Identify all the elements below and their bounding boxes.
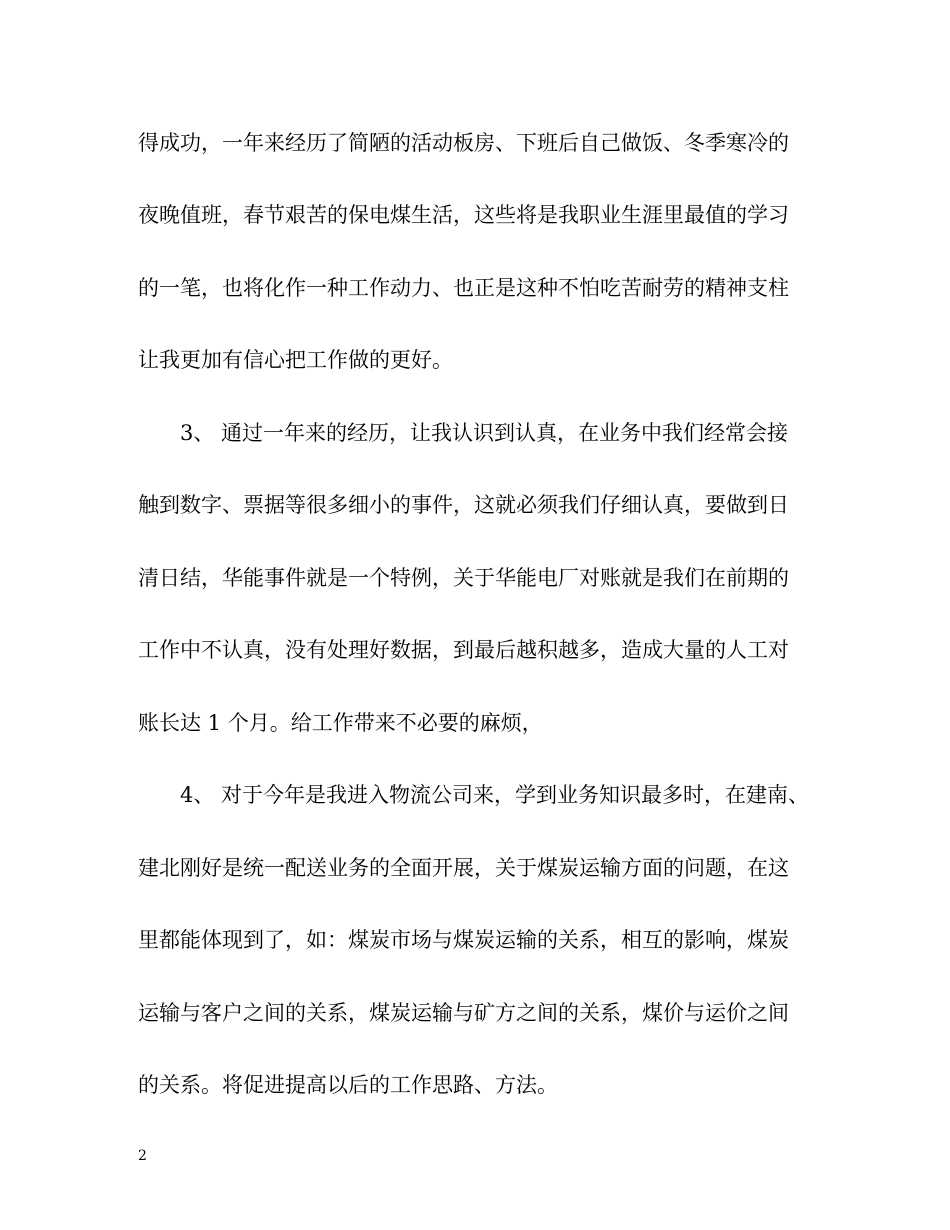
paragraph-line: 建北刚好是统一配送业务的全面开展，关于煤炭运输方面的问题，在这 — [138, 856, 789, 880]
paragraph-line: 工作中不认真，没有处理好数据，到最后越积越多，造成大量的人工对 — [138, 638, 789, 662]
paragraph-line: 的一笔，也将化作一种工作动力、也正是这种不怕吃苦耐劳的精神支柱 — [138, 276, 789, 300]
list-item-3-line: 3、 通过一年来的经历，让我认识到认真，在业务中我们经常会接 — [180, 421, 789, 445]
paragraph-line: 得成功，一年来经历了简陋的活动板房、下班后自己做饭、冬季寒冷的 — [138, 131, 789, 155]
paragraph-line: 运输与客户之间的关系，煤炭运输与矿方之间的关系，煤价与运价之间 — [138, 1001, 789, 1025]
paragraph-line: 里都能体现到了，如：煤炭市场与煤炭运输的关系，相互的影响，煤炭 — [138, 928, 789, 952]
paragraph-line: 的关系。将促进提高以后的工作思路、方法。 — [138, 1073, 558, 1097]
page-number: 2 — [138, 1148, 147, 1164]
paragraph-line: 账长达 1 个月。给工作带来不必要的麻烦， — [138, 711, 543, 735]
paragraph-line: 夜晚值班，春节艰苦的保电煤生活，这些将是我职业生涯里最值的学习 — [138, 203, 789, 227]
paragraph-line: 清日结，华能事件就是一个特例，关于华能电厂对账就是我们在前期的 — [138, 566, 789, 590]
paragraph-line: 让我更加有信心把工作做的更好。 — [138, 348, 453, 372]
list-item-4-line: 4、 对于今年是我进入物流公司来，学到业务知识最多时，在建南、 — [180, 783, 810, 807]
paragraph-line: 触到数字、票据等很多细小的事件，这就必须我们仔细认真，要做到日 — [138, 493, 789, 517]
